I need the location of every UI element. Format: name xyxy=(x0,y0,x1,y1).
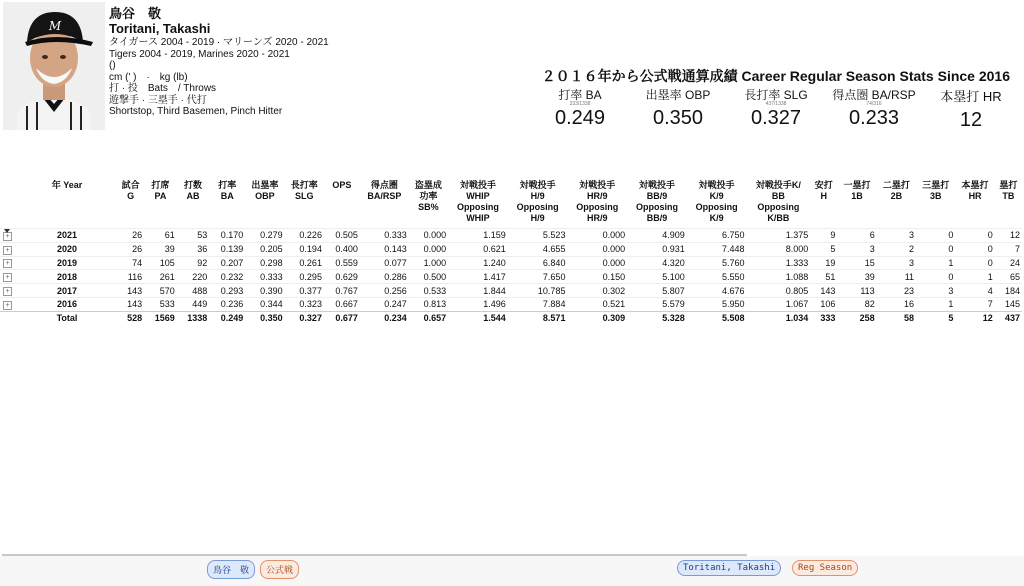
stat-cell: 4.655 xyxy=(508,242,568,256)
stat-cell: 5.760 xyxy=(687,256,747,270)
stat-cell: 1.496 xyxy=(448,297,508,311)
stat-cell: 3 xyxy=(877,229,916,243)
stat-cell: 5.523 xyxy=(508,229,568,243)
table-row[interactable] xyxy=(0,270,1022,284)
stat-cell: 4.320 xyxy=(627,256,687,270)
stat-cell: 0.139 xyxy=(209,242,245,256)
stat-cell: 15 xyxy=(837,256,876,270)
stat-cell: 0.805 xyxy=(746,284,810,298)
expand-cell[interactable] xyxy=(0,284,17,298)
table-header-row xyxy=(0,180,1022,229)
stat-cell: 5.550 xyxy=(687,270,747,284)
stat-cell: 116 xyxy=(117,270,144,284)
stat-cell: 8.000 xyxy=(746,242,810,256)
stat-cell: 0.207 xyxy=(209,256,245,270)
stat-cell: 0.150 xyxy=(567,270,627,284)
column-header[interactable]: 塁打 TB xyxy=(999,180,1018,201)
stat-cell: 333 xyxy=(810,311,837,324)
table-row[interactable] xyxy=(0,256,1022,270)
stat-cell: 0 xyxy=(916,229,955,243)
stat-cell: 5.328 xyxy=(627,311,687,324)
stat-cell: 0.000 xyxy=(567,242,627,256)
stat-cell: 0.143 xyxy=(360,242,409,256)
metric-label: 打率 BA xyxy=(558,88,602,102)
stat-cell: 258 xyxy=(837,311,876,324)
stat-cell: 528 xyxy=(117,311,144,324)
column-header[interactable]: 出塁率 OBP xyxy=(251,180,279,201)
column-header[interactable]: 打席 PA xyxy=(151,180,170,201)
stat-cell: 1.067 xyxy=(746,297,810,311)
expand-icon[interactable]: + xyxy=(3,246,12,255)
column-header[interactable]: 打率 BA xyxy=(218,180,237,201)
column-header[interactable]: 対戦投手 BB/9 Opposing BB/9 xyxy=(635,180,678,223)
metric-value: 0.233 xyxy=(848,107,900,129)
player-bats-throws: 打 · 投 Bats / Throws xyxy=(109,83,217,94)
stat-cell: 3 xyxy=(877,256,916,270)
table-total-row xyxy=(0,311,1022,324)
stat-cell: 0.226 xyxy=(285,229,324,243)
footer-filter-bar xyxy=(0,556,1024,586)
stat-cell: 7 xyxy=(995,242,1022,256)
stat-cell: 39 xyxy=(144,242,177,256)
stat-cell: 0.657 xyxy=(409,311,448,324)
stat-cell: 0.232 xyxy=(209,270,245,284)
stat-cell: 449 xyxy=(177,297,210,311)
sort-arrow-icon[interactable] xyxy=(4,229,10,233)
expand-column-header xyxy=(0,180,17,229)
stat-cell: 1 xyxy=(916,256,955,270)
filter-chip-season[interactable]: Reg Season xyxy=(792,560,858,576)
stat-cell: 113 xyxy=(837,284,876,298)
stat-cell: 0.377 xyxy=(285,284,324,298)
stat-cell: 1.844 xyxy=(448,284,508,298)
stat-cell: 1.333 xyxy=(746,256,810,270)
stat-cell: 261 xyxy=(144,270,177,284)
stat-cell: 0.390 xyxy=(245,284,284,298)
stat-cell: 26 xyxy=(117,242,144,256)
stat-cell: 0.293 xyxy=(209,284,245,298)
column-header[interactable]: 本塁打 HR xyxy=(961,180,989,201)
stat-cell: 39 xyxy=(837,270,876,284)
stat-cell: 5 xyxy=(810,242,837,256)
player-positions-jp: 遊撃手 · 三塁手 · 代打 xyxy=(109,94,207,106)
year-cell: Total xyxy=(17,311,117,324)
stat-cell: 0.400 xyxy=(324,242,360,256)
stat-cell: 5.100 xyxy=(627,270,687,284)
stat-cell: 0.236 xyxy=(209,297,245,311)
stat-cell: 570 xyxy=(144,284,177,298)
stat-cell: 1.088 xyxy=(746,270,810,284)
expand-cell[interactable] xyxy=(0,297,17,311)
stat-cell: 0.205 xyxy=(245,242,284,256)
stat-cell: 0.194 xyxy=(285,242,324,256)
stat-cell: 1.544 xyxy=(448,311,508,324)
player-portrait-image xyxy=(3,2,105,130)
stat-cell: 1.159 xyxy=(448,229,508,243)
stat-cell: 0.295 xyxy=(285,270,324,284)
stat-cell: 0.077 xyxy=(360,256,409,270)
stat-cell: 1.000 xyxy=(409,256,448,270)
column-header[interactable]: 対戦投手K/ BB Opposing K/BB xyxy=(755,180,801,223)
stat-cell: 0.559 xyxy=(324,256,360,270)
stat-cell: 0.302 xyxy=(567,284,627,298)
column-header[interactable]: 年 Year xyxy=(51,180,83,190)
filter-chip-official[interactable]: 公式戦 xyxy=(260,560,299,579)
column-header[interactable]: 打数 AB xyxy=(184,180,203,201)
stat-cell: 26 xyxy=(117,229,144,243)
stat-cell: 0.298 xyxy=(245,256,284,270)
stat-cell: 53 xyxy=(177,229,210,243)
metric-fraction: 437/1338 xyxy=(765,101,787,107)
stat-cell: 7.650 xyxy=(508,270,568,284)
expand-cell xyxy=(0,311,17,324)
player-info xyxy=(109,6,329,118)
stat-cell: 0.261 xyxy=(285,256,324,270)
stat-cell: 0.327 xyxy=(285,311,324,324)
stat-cell: 12 xyxy=(955,311,994,324)
filter-chip-player-jp[interactable]: 鳥谷 敬 xyxy=(207,560,255,579)
metric-obp xyxy=(640,88,716,129)
table-row[interactable] xyxy=(0,242,1022,256)
expand-icon[interactable]: + xyxy=(3,259,12,268)
stat-cell: 11 xyxy=(877,270,916,284)
stat-cell: 0 xyxy=(916,270,955,284)
table-row[interactable] xyxy=(0,229,1022,243)
stat-cell: 0.000 xyxy=(409,229,448,243)
stat-cell: 3 xyxy=(837,242,876,256)
stat-cell: 145 xyxy=(995,297,1022,311)
stat-cell: 0.234 xyxy=(360,311,409,324)
player-name-en: Toritani, Takashi xyxy=(109,21,211,36)
stat-cell: 0.256 xyxy=(360,284,409,298)
stat-cell: 0.931 xyxy=(627,242,687,256)
expand-icon[interactable]: + xyxy=(3,232,12,241)
column-header[interactable]: 対戦投手 WHIP Opposing WHIP xyxy=(456,180,499,223)
stat-cell: 533 xyxy=(144,297,177,311)
metric-value: 0.249 xyxy=(554,107,606,129)
stat-cell: 82 xyxy=(837,297,876,311)
stat-cell: 1 xyxy=(916,297,955,311)
stat-cell: 0.279 xyxy=(245,229,284,243)
table-row[interactable] xyxy=(0,284,1022,298)
column-header[interactable]: 二塁打 2B xyxy=(882,180,910,201)
stat-cell: 0.000 xyxy=(567,256,627,270)
metric-hr xyxy=(934,90,1008,131)
player-photo xyxy=(3,2,105,130)
expand-icon[interactable]: + xyxy=(3,273,12,282)
player-name-jp: 鳥谷 敬 xyxy=(109,6,162,21)
stat-cell: 0.000 xyxy=(567,229,627,243)
stats-table-body xyxy=(0,229,1022,325)
table-row[interactable] xyxy=(0,297,1022,311)
stat-cell: 92 xyxy=(177,256,210,270)
stat-cell: 7.448 xyxy=(687,242,747,256)
stat-cell: 0 xyxy=(955,256,994,270)
column-header[interactable]: 対戦投手 K/9 Opposing K/9 xyxy=(695,180,738,223)
column-header[interactable]: 試合 G xyxy=(121,180,140,201)
stat-cell: 184 xyxy=(995,284,1022,298)
stat-cell: 74 xyxy=(117,256,144,270)
stat-cell: 5 xyxy=(916,311,955,324)
stat-cell: 16 xyxy=(877,297,916,311)
stat-cell: 0 xyxy=(955,229,994,243)
stat-cell: 24 xyxy=(995,256,1022,270)
stat-cell: 23 xyxy=(877,284,916,298)
stat-cell: 6 xyxy=(837,229,876,243)
stat-cell: 0.629 xyxy=(324,270,360,284)
stat-cell: 0.500 xyxy=(409,270,448,284)
stat-cell: 105 xyxy=(144,256,177,270)
stat-cell: 437 xyxy=(995,311,1022,324)
stat-cell: 1.240 xyxy=(448,256,508,270)
column-header[interactable]: 得点圏 BA/RSP xyxy=(367,180,402,201)
year-cell: 2016 xyxy=(17,297,117,311)
stat-cell: 58 xyxy=(877,311,916,324)
stat-cell: 5.579 xyxy=(627,297,687,311)
stat-cell: 1338 xyxy=(177,311,210,324)
stat-cell: 61 xyxy=(144,229,177,243)
column-header[interactable]: 三塁打 3B xyxy=(922,180,950,201)
expand-cell[interactable] xyxy=(0,242,17,256)
stat-cell: 0.344 xyxy=(245,297,284,311)
player-birth-info: () xyxy=(109,60,116,71)
stat-cell: 0.333 xyxy=(360,229,409,243)
stat-cell: 1.034 xyxy=(746,311,810,324)
stat-cell: 1.375 xyxy=(746,229,810,243)
filter-chip-player-en[interactable]: Toritani, Takashi xyxy=(677,560,781,576)
stat-cell: 6.750 xyxy=(687,229,747,243)
stat-cell: 0 xyxy=(916,242,955,256)
svg-text:M: M xyxy=(48,19,62,33)
stat-cell: 143 xyxy=(810,284,837,298)
stat-cell: 143 xyxy=(117,297,144,311)
player-size: cm (' ) · kg (lb) xyxy=(109,71,188,83)
stat-cell: 12 xyxy=(995,229,1022,243)
stat-cell: 0.667 xyxy=(324,297,360,311)
player-positions-en: Shortstop, Third Basemen, Pinch Hitter xyxy=(109,106,283,117)
stat-cell: 0.621 xyxy=(448,242,508,256)
stat-cell: 9 xyxy=(810,229,837,243)
stat-cell: 36 xyxy=(177,242,210,256)
expand-cell[interactable] xyxy=(0,270,17,284)
stat-cell: 0.170 xyxy=(209,229,245,243)
stat-cell: 220 xyxy=(177,270,210,284)
stat-cell: 8.571 xyxy=(508,311,568,324)
player-teams-jp: タイガース 2004 - 2019 · マリーンズ 2020 - 2021 xyxy=(109,37,329,48)
stat-cell: 4.909 xyxy=(627,229,687,243)
stat-cell: 0.247 xyxy=(360,297,409,311)
year-cell: 2019 xyxy=(17,256,117,270)
metric-value: 0.350 xyxy=(652,107,704,129)
stat-cell: 10.785 xyxy=(508,284,568,298)
column-header[interactable]: 対戦投手 H/9 Opposing H/9 xyxy=(516,180,559,223)
stat-cell: 0.505 xyxy=(324,229,360,243)
stat-cell: 7.884 xyxy=(508,297,568,311)
stat-cell: 51 xyxy=(810,270,837,284)
stat-cell: 143 xyxy=(117,284,144,298)
summary-title: ２０１６年から公式戦通算成績 Career Regular Season Stats Since 2016 xyxy=(541,68,1010,84)
column-header[interactable]: 対戦投手 HR/9 Opposing HR/9 xyxy=(576,180,619,223)
year-cell: 2020 xyxy=(17,242,117,256)
metric-label: 長打率 SLG xyxy=(744,88,808,102)
stat-cell: 5.950 xyxy=(687,297,747,311)
stat-cell: 106 xyxy=(810,297,837,311)
stat-cell: 7 xyxy=(955,297,994,311)
stat-cell: 0.677 xyxy=(324,311,360,324)
metric-value: 12 xyxy=(959,109,983,131)
stat-cell: 0.533 xyxy=(409,284,448,298)
stat-cell: 0.333 xyxy=(245,270,284,284)
stat-cell: 19 xyxy=(810,256,837,270)
stat-cell: 0.350 xyxy=(245,311,284,324)
stat-cell: 65 xyxy=(995,270,1022,284)
metric-label: 得点圏 BA/RSP xyxy=(832,88,916,102)
stat-cell: 0.323 xyxy=(285,297,324,311)
metric-ba-rsp xyxy=(828,88,920,129)
expand-icon[interactable]: + xyxy=(3,287,12,296)
stat-cell: 5.508 xyxy=(687,311,747,324)
column-header[interactable]: 一塁打 1B xyxy=(843,180,871,201)
stat-cell: 2 xyxy=(877,242,916,256)
metric-slg xyxy=(740,88,812,129)
stat-cell: 1569 xyxy=(144,311,177,324)
column-header[interactable]: 長打率 SLG xyxy=(290,180,318,201)
column-header[interactable]: 盗塁成 功率 SB% xyxy=(414,180,442,212)
stat-cell: 1 xyxy=(955,270,994,284)
metric-fraction: 74/316 xyxy=(866,101,882,107)
year-cell: 2017 xyxy=(17,284,117,298)
player-teams-en: Tigers 2004 - 2019, Marines 2020 - 2021 xyxy=(109,48,290,60)
metric-label: 本塁打 HR xyxy=(940,89,1002,104)
stat-cell: 0 xyxy=(955,242,994,256)
expand-cell[interactable] xyxy=(0,256,17,270)
metric-label: 出塁率 OBP xyxy=(645,88,711,102)
stat-cell: 0.286 xyxy=(360,270,409,284)
stat-cell: 0.521 xyxy=(567,297,627,311)
column-header[interactable]: OPS xyxy=(332,180,352,190)
stat-cell: 0.309 xyxy=(567,311,627,324)
stat-cell: 3 xyxy=(916,284,955,298)
stat-cell: 0.000 xyxy=(409,242,448,256)
stat-cell: 0.249 xyxy=(209,311,245,324)
stat-cell: 1.417 xyxy=(448,270,508,284)
column-header[interactable]: 安打 H xyxy=(814,180,833,201)
stat-cell: 5.807 xyxy=(627,284,687,298)
metric-fraction: 333/1338 xyxy=(569,101,591,107)
stat-cell: 488 xyxy=(177,284,210,298)
expand-icon[interactable]: + xyxy=(3,301,12,310)
stat-cell: 6.840 xyxy=(508,256,568,270)
stat-cell: 4.676 xyxy=(687,284,747,298)
stats-table xyxy=(0,180,1022,325)
year-cell: 2018 xyxy=(17,270,117,284)
metric-ba xyxy=(551,88,609,129)
stat-cell: 0.813 xyxy=(409,297,448,311)
stat-cell: 4 xyxy=(955,284,994,298)
metric-value: 0.327 xyxy=(750,107,802,129)
year-cell: 2021 xyxy=(17,229,117,243)
stat-cell: 0.767 xyxy=(324,284,360,298)
